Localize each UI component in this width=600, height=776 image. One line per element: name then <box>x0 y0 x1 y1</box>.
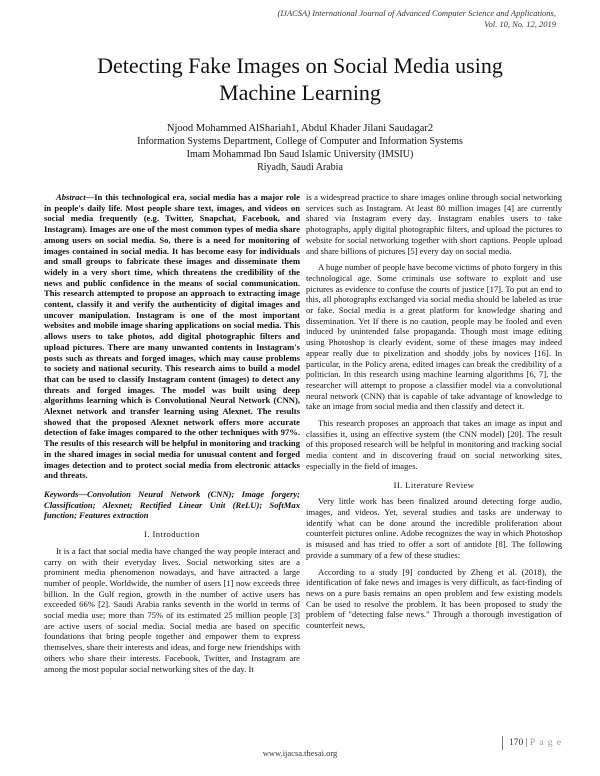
footer-url: www.ijacsa.thesai.org <box>262 748 338 758</box>
introduction-paragraph: It is a fact that social media have changed the way people interact and carry on with their everyday lives. Social networking sites are a prominent media phenomenon nowadays, and have attracted a large number of people. Worldwide, the number of users [1] now exceeds three billion. In the Gulf region, growth in the number of active users has exceeded 66% [2]. Saudi Arabia ranks seventh in the world in terms of social media use; more than 75% of its estimated 25 million people [3] are active users of social media. Social media are based on specific foundations that bring people together and empower them to express themselves, share their interests and ideas, and forge new friendships with others who share their interests. Facebook, Twitter, and Instagram are among the most popular social networking sites of the day. It <box>44 545 300 674</box>
body-paragraph-1: is a widespread practice to share images online through social networking services such as Instagram. At least 80 million images [4] are currently shared via Instagram every day. Instagram enables users to take photographs, apply digital photographic filters, and upload the pictures to website for social networking together with short captions. People upload and share billions of pictures [5] every day on social media. <box>306 192 562 256</box>
right-column <box>306 192 562 637</box>
abstract-text: —In this technological era, social media has a major role in people's daily life. Most people share text, images, and videos on social media frequently (e.g. Twitter, Snapchat, Facebook, and Instagram). Images are one of the most common types of media share among users on social media. So, there is a need for monitoring of images contained in social media. It has become easy for individuals and small groups to fabricate these images and disseminate them widely in a very short time, which threatens the credibility of the news and public confidence in the means of social communication. This research attempted to propose an approach to extracting image content, classify it and verify the authenticity of digital images and uncover manipulation. Instagram is one of the most important websites and mobile image sharing applications on social media. This allows users to take photos, add digital photographic filters and upload pictures. There are many unwanted contents in Instagram's posts such as threats and forged images, which may cause problems to society and national security. This research aims to build a model that can be used to classify Instagram content (images) to detect any threats and forged images. The model was built using deep algorithms learning which is Convolutional Neural Network (CNN), Alexnet network and transfer learning using Alexnet. The results showed that the proposed Alexnet network offers more accurate detection of fake images compared to the other techniques with 97%. The results of this research will be helpful in monitoring and tracking in the shared images in social media for unusual content and forged images detection and to protect social media from electronic attacks and threats. <box>44 192 300 481</box>
keywords: Keywords—Convolution Neural Network (CNN); Image forgery; Classification; Alexnet; Rectified Linear Unit (ReLU); SoftMax function; Features extraction <box>44 488 300 521</box>
left-column <box>44 192 300 680</box>
abstract-lead: Abstract <box>56 192 86 202</box>
page-number-box: 170 | P a g e <box>502 736 569 750</box>
title-line-1: Detecting Fake Images on Social Media using <box>97 53 503 78</box>
affiliation-2: Imam Mohammad Ibn Saud Islamic University (IMSIU) <box>186 149 414 160</box>
paper-title <box>0 52 600 106</box>
journal-name: (IJACSA) International Journal of Advanced Computer Science and Applications, <box>277 8 556 18</box>
author-names: Njood Mohammed AlShariah1, Abdul Khader Jilani Saudagar2 <box>166 123 434 134</box>
body-paragraph-4: Very little work has been finalized around detecting forge audio, images, and videos. Yet, several studies and tasks are underway to identify what can be done around the incredible proliferation about counterfeit pictures online. Adobe recognizes the way in which Photoshop is misused and has tried to offer a sort of antidote [8]. The following provide a summary of a few of these studies: <box>306 496 562 560</box>
author-block <box>0 122 600 174</box>
body-paragraph-2: A huge number of people have become victims of photo forgery in this technological age. Some criminals use software to exploit and use pictures as evidence to confuse the courts of justice [17]. To put an end to this, all photographs exchanged via social media should be labeled as true or fake. Social media is a great platform for knowledge sharing and dissemination. Yet If there is no caution, people may be fooled and even induced by unintended false propaganda. Though most image editing using Photoshop is clearly evident, some of these images may indeed appear really due to pixelization and shoddy jobs by novices [16]. In particular, in the Policy arena, edited images can break the credibility of a politician. In this research using machine learning algorithms [6, 7], the researcher will attempt to propose a classifier model via a convolutional neural network (CNN) that is capable of take advantage of knowledge to take an image from social media and then classify and detect it. <box>306 262 562 412</box>
affiliation-1: Information Systems Department, College of Computer and Information Systems <box>137 136 463 147</box>
title-line-2: Machine Learning <box>219 80 381 105</box>
page-label: P a g e <box>529 738 563 748</box>
body-paragraph-5: According to a study [9] conducted by Zheng et al. (2018), the identification of fake news and images is very difficult, as fact-finding of news on a pure basis remains an open problem and few existing models Can be used to resolve the problem. It has been proposed to study the problem of "detecting false news." Through a thorough investigation of counterfeit news, <box>306 566 562 631</box>
section-heading-literature-review: II. Literature Review <box>393 479 475 490</box>
page-number: 170 <box>509 738 524 748</box>
section-heading-introduction: I. Introduction <box>144 529 200 540</box>
body-paragraph-3: This research proposes an approach that takes an image as input and classifies it, using an effective system (the CNN model) [20]. The result of this proposed research will be helpful in monitoring and tracking social media content and in discovering fraud on social networking sites, especially in the field of images. <box>306 418 562 471</box>
author-location: Riyadh, Saudi Arabia <box>257 162 343 173</box>
journal-header <box>278 8 556 30</box>
abstract <box>44 192 300 481</box>
journal-volume: Vol. 10, No. 12, 2019 <box>484 19 556 29</box>
